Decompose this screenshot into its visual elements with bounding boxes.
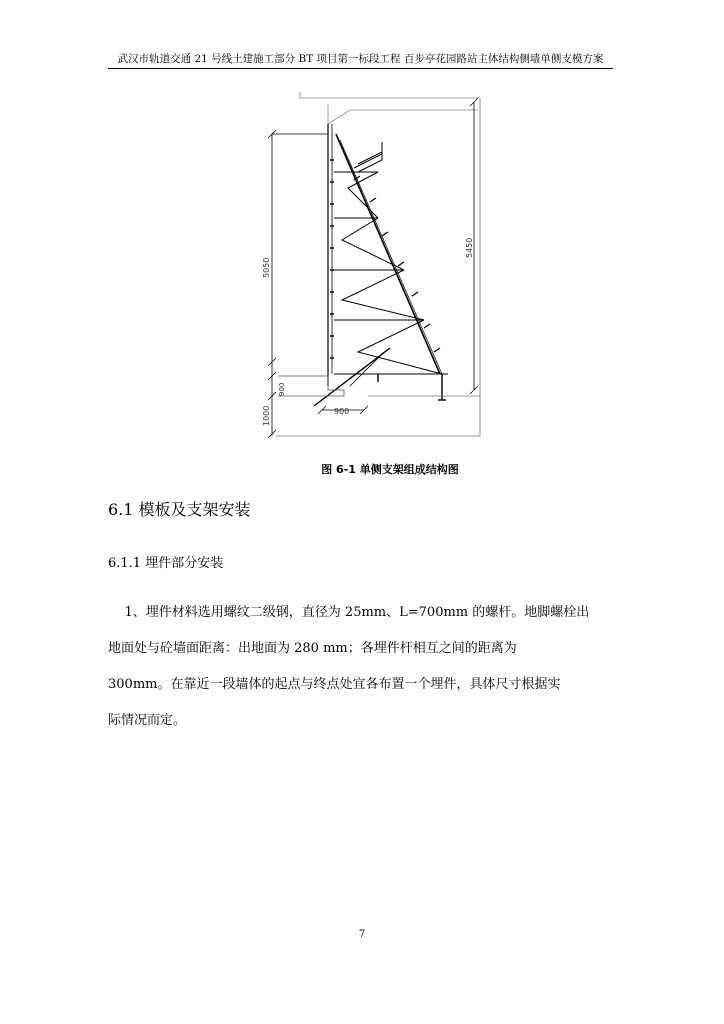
anchor-rod-2	[350, 352, 384, 386]
dim-1000: 1000	[262, 405, 271, 426]
page-number: 7	[358, 929, 366, 940]
dim-5050: 5050	[262, 257, 271, 278]
body-paragraph	[108, 595, 613, 739]
figure-caption: 图 6-1 单侧支架组成结构图	[321, 463, 459, 476]
frame-diagonal-inner	[340, 140, 442, 374]
para-line: 际情况而定。	[108, 713, 187, 728]
slab-outline	[300, 92, 478, 98]
left-dimension	[268, 130, 328, 438]
frame-horizontals	[334, 172, 448, 374]
top-strut	[358, 152, 382, 172]
support-frame-drawing	[258, 90, 494, 442]
dim-900-base: 900	[278, 382, 286, 396]
base-slab	[278, 376, 344, 396]
dim-900-bottom: 900	[334, 407, 350, 416]
para-line: 300mm。在靠近一段墙体的起点与终点处宜各布置一个埋件，具体尺寸根据实	[108, 677, 561, 692]
subsection-heading: 6.1.1 埋件部分安装	[108, 556, 224, 571]
page-header: 武汉市轨道交通 21 号线土建施工部分 BT 项目第一标段工程 百步亭花园路站主体结构侧墙单侧支模方案	[108, 52, 613, 69]
section-heading: 6.1 模板及支架安装	[108, 500, 251, 519]
para-line: 地面处与砼墙面距离：出地面为 280 mm；各埋件杆相互之间的距离为	[108, 641, 517, 656]
dim-5450: 5450	[465, 237, 474, 258]
para-line: 1、埋件材料选用螺纹二级钢，直径为 25mm、L=700mm 的螺杆。地脚螺栓出	[108, 605, 590, 620]
support-frame-svg	[258, 90, 494, 442]
slab-chamfer	[328, 104, 478, 124]
